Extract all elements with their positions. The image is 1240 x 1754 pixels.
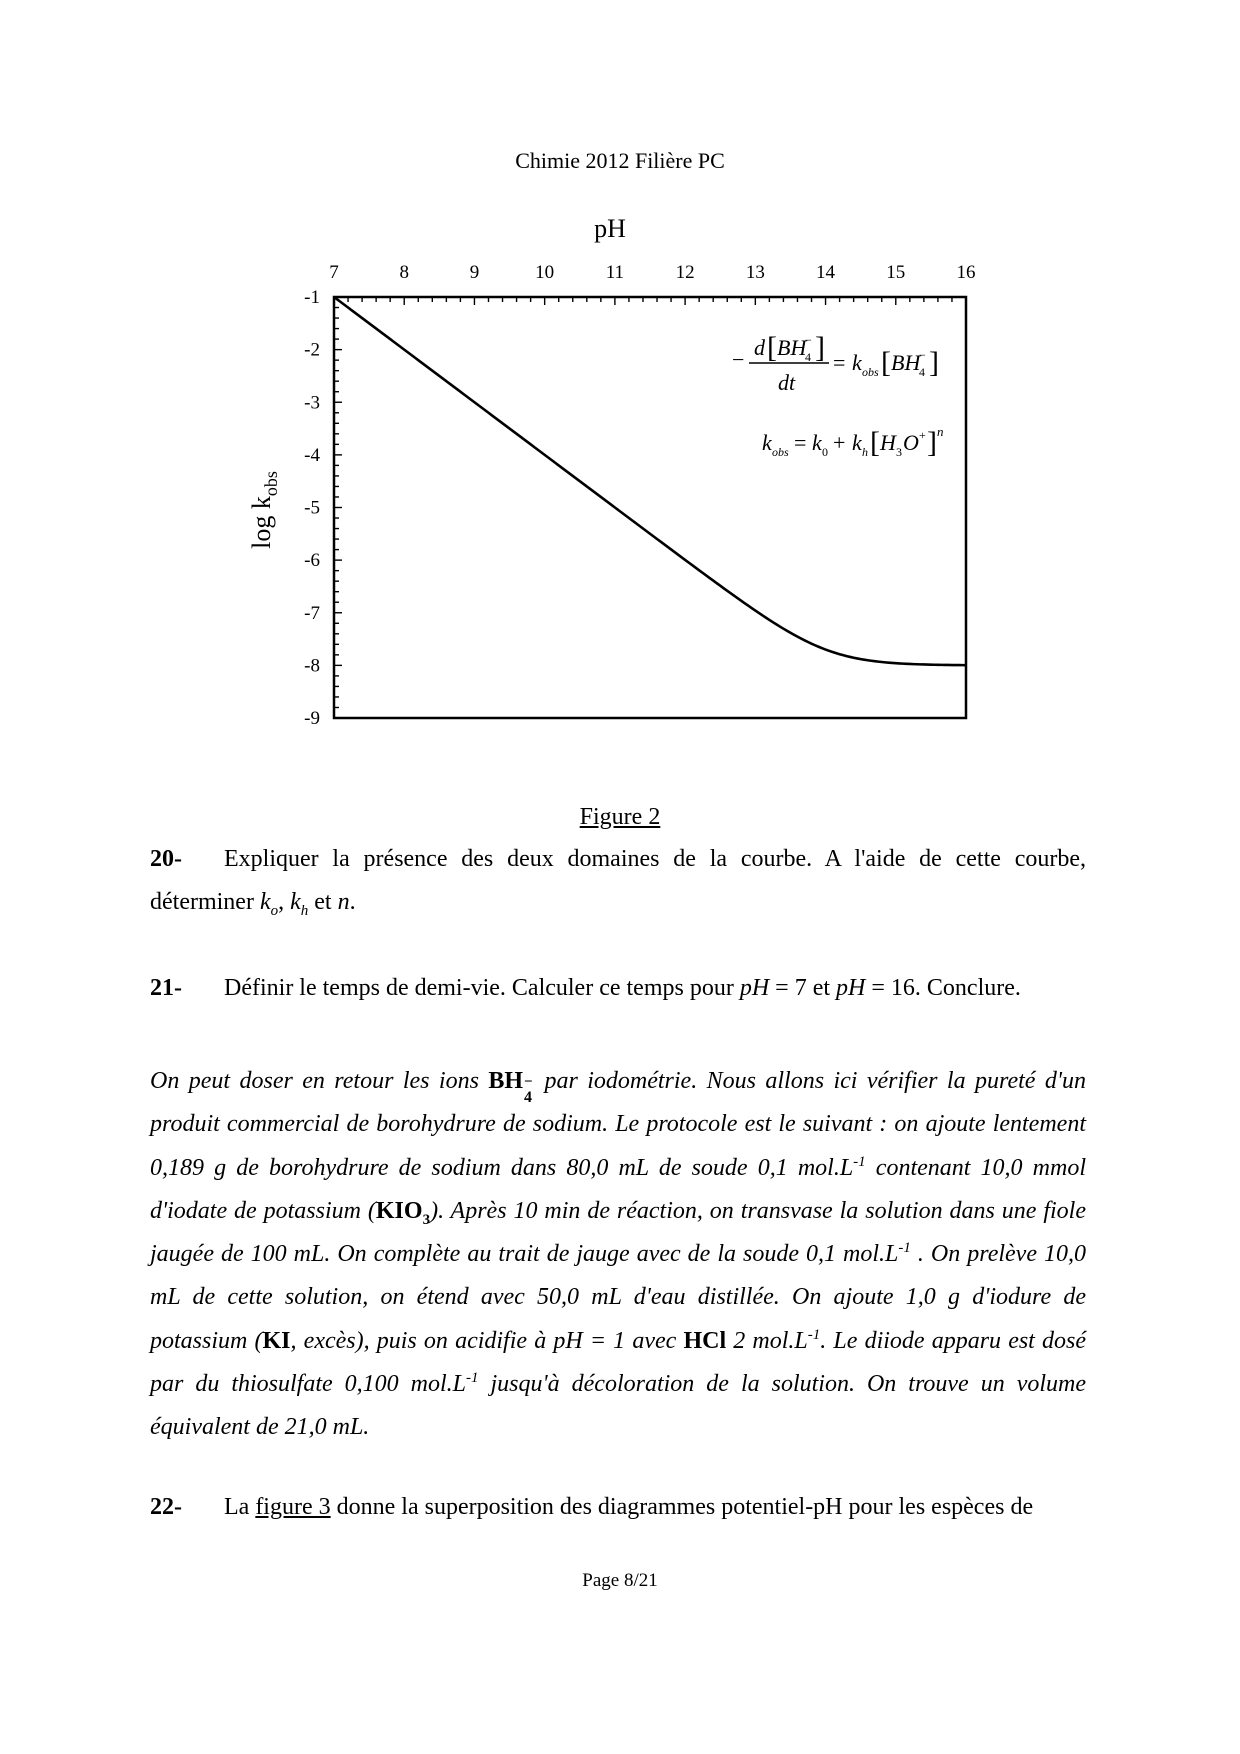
q21-ph2: pH xyxy=(836,975,866,1001)
question-20-text: Expliquer la présence des deux domaines de la courbe. A l'aide de cette courbe, déterminer xyxy=(150,846,1086,915)
q20-n: n xyxy=(337,889,350,915)
x-tick-label: 10 xyxy=(535,262,555,283)
para-part-6: , excès), puis on acidifie à pH = 1 avec xyxy=(290,1327,684,1354)
eq1-equals: = xyxy=(833,350,846,375)
q22-text2: donne la superposition des diagrammes potentiel-pH pour les espèces de xyxy=(330,1494,1034,1520)
q21-eq2: = 16. Conclure. xyxy=(865,975,1021,1001)
page-number: Page 8/21 xyxy=(582,1570,658,1591)
eq2-sub3: 3 xyxy=(896,445,902,459)
y-tick-label: -8 xyxy=(304,655,320,677)
figure-3-link[interactable]: figure 3 xyxy=(255,1494,331,1520)
x-tick-label: 9 xyxy=(469,262,480,283)
eq2-o: O xyxy=(903,430,919,455)
para-bh4 xyxy=(488,1068,535,1107)
x-tick-label: 14 xyxy=(816,262,836,283)
y-tick-label: -1 xyxy=(304,287,320,308)
q21-eq1: = 7 et xyxy=(769,975,837,1001)
eq1-bracket-close: ] xyxy=(815,331,825,364)
question-21 xyxy=(150,967,1086,1010)
para-part-2: par iodométrie. Nous allons ici vérifier la pureté d'un produit commercial de borohydrure de sodium. Le protocole est le suivant : on ajoute lentement 0,189 g de borohydrure de sodium dans 80,0 mL de soude 0,1 mol.L xyxy=(150,1068,1086,1181)
para-part-4: ). Après 10 min de réaction, on transvase la solution dans une fiole jaugée de 100 mL. On complète au trait de jauge avec de la soude 0,1 mol.L xyxy=(150,1197,1086,1268)
y-axis-title-sub: obs xyxy=(261,471,281,497)
q20-sep1: , xyxy=(278,889,291,915)
para-part-9: jusqu'à décoloration de la solution. On trouve un volume équivalent de 21,0 mL. xyxy=(150,1371,1086,1441)
page-header: Chimie 2012 Filière PC xyxy=(515,148,725,173)
eq1-bracket-open: [ xyxy=(767,331,777,364)
eq2-supplus: + xyxy=(919,428,926,442)
para-sup-3: -1 xyxy=(807,1326,821,1343)
q20-ko-sub: o xyxy=(270,902,279,919)
x-tick-label: 16 xyxy=(956,262,976,283)
y-tick-label: -2 xyxy=(304,339,320,361)
eq2-equals: = xyxy=(794,430,807,455)
eq2-n: n xyxy=(937,424,944,439)
eq1-bracket-open-2: [ xyxy=(881,346,891,379)
para-part-8: . Le diiode apparu est dosé par du thiosulfate 0,100 mol.L xyxy=(150,1327,1086,1398)
plot-frame xyxy=(334,297,966,718)
eq2-bracket-open: [ xyxy=(870,426,880,459)
q20-kh: k xyxy=(290,889,301,915)
para-part-7: 2 mol.L xyxy=(726,1327,808,1354)
para-bh-sup: − xyxy=(524,1074,533,1091)
q20-kh-sub: h xyxy=(300,902,309,919)
q22-text1: La xyxy=(224,1494,256,1520)
eq1-k: k xyxy=(852,350,862,375)
eq2-subh: h xyxy=(862,445,868,459)
x-tick-label: 8 xyxy=(399,262,409,283)
para-kio-sub: 3 xyxy=(422,1211,431,1228)
y-tick-label: -6 xyxy=(304,550,320,572)
eq1-d: d xyxy=(754,335,765,360)
eq1-bh: BH xyxy=(777,335,807,360)
y-tick-label: -5 xyxy=(304,497,320,519)
figure-caption xyxy=(0,804,1240,831)
y-axis-title-main: log k xyxy=(247,496,276,549)
eq1-obs: obs xyxy=(862,365,879,379)
q20-sep2: et xyxy=(308,889,338,915)
eq1-supminus-right: − xyxy=(919,348,926,362)
x-axis-title: pH xyxy=(594,214,626,243)
para-sup-1: -1 xyxy=(853,1153,866,1170)
eq2-plus: + xyxy=(833,430,846,455)
eq1-sub4-right: 4 xyxy=(919,365,925,379)
eq1-bh-right: BH xyxy=(891,350,921,375)
y-tick-label: -9 xyxy=(304,708,320,729)
rate-equation-1 xyxy=(732,331,939,395)
eq2-k: k xyxy=(762,430,772,455)
eq1-minus: − xyxy=(732,347,745,372)
q21-ph1: pH xyxy=(739,975,770,1001)
rate-equation-2 xyxy=(762,424,944,459)
question-number: 22- xyxy=(150,1494,182,1520)
q20-end: . xyxy=(349,889,356,915)
q20-ko: k xyxy=(259,889,271,915)
eq1-supminus: − xyxy=(805,333,812,347)
y-tick-label: -7 xyxy=(304,602,320,624)
para-kio: KIO xyxy=(375,1197,423,1224)
y-axis-title xyxy=(247,471,281,549)
eq2-bracket-close: ] xyxy=(927,426,937,459)
y-tick-label: -3 xyxy=(304,392,320,414)
question-number: 20- xyxy=(150,846,182,872)
q21-text1: Définir le temps de demi-vie. Calculer ce temps pour xyxy=(224,975,740,1001)
eq2-sub0: 0 xyxy=(822,445,828,459)
x-tick-label: 11 xyxy=(605,262,625,283)
para-sup-4: -1 xyxy=(466,1370,479,1387)
para-part-1: On peut doser en retour les ions xyxy=(150,1068,489,1094)
question-number: 21- xyxy=(150,975,182,1001)
x-tick-label: 15 xyxy=(886,262,906,283)
protocol-paragraph xyxy=(150,1060,1086,1450)
para-sup-2: -1 xyxy=(898,1240,911,1257)
x-tick-label: 13 xyxy=(745,262,765,283)
x-tick-label: 12 xyxy=(675,262,695,283)
figure-2-chart xyxy=(240,210,990,790)
eq2-h: H xyxy=(880,430,896,455)
para-bh-sub: 4 xyxy=(524,1089,533,1107)
series-line-log-kobs xyxy=(334,297,966,665)
eq2-obs: obs xyxy=(772,445,789,459)
para-hcl: HCl xyxy=(683,1327,727,1354)
question-20 xyxy=(150,838,1086,933)
eq1-bracket-close-2: ] xyxy=(929,346,939,379)
question-22 xyxy=(150,1486,1086,1529)
figure-caption-text: Figure 2 xyxy=(579,804,661,830)
eq2-k0: k xyxy=(812,430,822,455)
y-tick-label: -4 xyxy=(304,444,320,466)
eq1-sub4: 4 xyxy=(805,350,811,364)
eq2-kh: k xyxy=(852,430,862,455)
eq1-dt: dt xyxy=(778,370,796,395)
para-part-3: contenant 10,0 mmol d'iodate de potassium ( xyxy=(150,1154,1086,1224)
x-tick-label: 7 xyxy=(329,262,339,283)
para-ki: KI xyxy=(262,1327,291,1354)
para-bh: BH xyxy=(488,1068,524,1094)
para-part-5: . On prelève 10,0 mL de cette solution, on étend avec 50,0 mL d'eau distillée. On ajoute 1,0 g d'iodure de potassium ( xyxy=(150,1241,1086,1354)
